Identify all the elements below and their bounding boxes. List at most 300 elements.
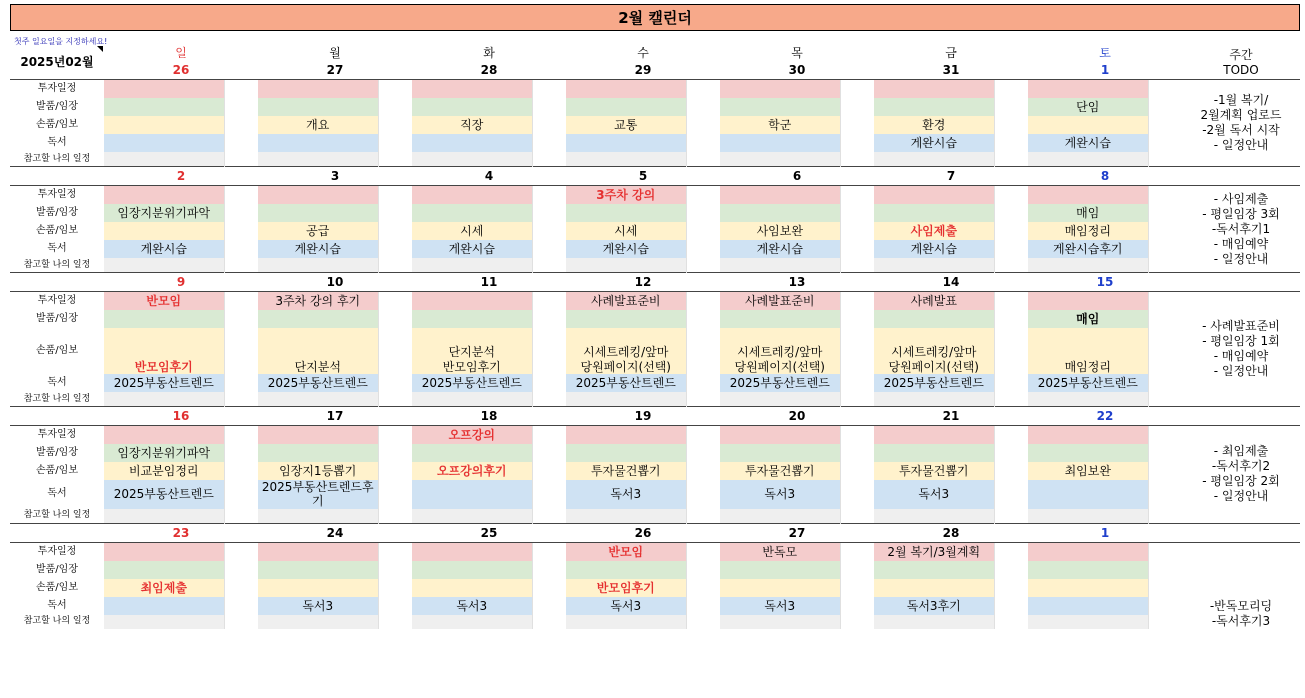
side-cell[interactable] [532, 426, 566, 445]
side-cell[interactable] [840, 561, 874, 579]
side-cell[interactable] [994, 204, 1028, 222]
schedule-cell[interactable] [412, 579, 532, 597]
side-cell[interactable] [686, 258, 720, 273]
side-cell[interactable] [532, 597, 566, 615]
side-cell[interactable] [994, 542, 1028, 561]
schedule-cell[interactable] [412, 204, 532, 222]
schedule-cell[interactable] [720, 509, 840, 524]
side-cell[interactable] [378, 561, 412, 579]
date-number[interactable]: 21 [874, 407, 1028, 426]
side-cell[interactable] [532, 392, 566, 407]
schedule-cell[interactable] [1028, 444, 1148, 462]
schedule-cell[interactable]: 매임정리 [1028, 328, 1148, 374]
schedule-cell[interactable] [258, 152, 378, 167]
side-cell[interactable] [378, 392, 412, 407]
side-cell[interactable] [994, 509, 1028, 524]
side-cell[interactable] [532, 561, 566, 579]
side-cell[interactable] [994, 615, 1028, 629]
side-cell[interactable] [378, 116, 412, 134]
schedule-cell[interactable]: 게완시습후기 [1028, 240, 1148, 258]
schedule-cell[interactable] [412, 561, 532, 579]
side-cell[interactable] [378, 258, 412, 273]
side-cell[interactable] [378, 292, 412, 311]
schedule-cell[interactable]: 시세트레킹/앞마 당원페이지(선택) [720, 328, 840, 374]
side-cell[interactable] [686, 328, 720, 374]
schedule-cell[interactable]: 2025부동산트렌드 [258, 374, 378, 392]
schedule-cell[interactable] [104, 542, 224, 561]
side-cell[interactable] [840, 310, 874, 328]
schedule-cell[interactable] [1028, 392, 1148, 407]
schedule-cell[interactable] [412, 615, 532, 629]
side-cell[interactable] [532, 444, 566, 462]
side-cell[interactable] [840, 374, 874, 392]
side-cell[interactable] [994, 392, 1028, 407]
side-cell[interactable] [224, 152, 258, 167]
schedule-cell[interactable]: 매임 [1028, 204, 1148, 222]
weekly-todo[interactable] [1182, 542, 1300, 629]
schedule-cell[interactable]: 게완시습 [1028, 134, 1148, 152]
schedule-cell[interactable] [412, 509, 532, 524]
schedule-cell[interactable]: 독서3 [720, 597, 840, 615]
year-month-cell[interactable]: 2025년02월 [20, 55, 94, 70]
schedule-cell[interactable]: 2월 복기/3월계획 [874, 542, 994, 561]
date-number[interactable]: 11 [412, 273, 566, 292]
side-cell[interactable] [224, 462, 258, 480]
side-cell[interactable] [686, 292, 720, 311]
schedule-cell[interactable] [720, 80, 840, 99]
schedule-cell[interactable]: 독서3 [412, 597, 532, 615]
schedule-cell[interactable] [104, 222, 224, 240]
schedule-cell[interactable]: 임장지1등뽑기 [258, 462, 378, 480]
schedule-cell[interactable]: 독서3후기 [874, 597, 994, 615]
side-cell[interactable] [532, 258, 566, 273]
date-number[interactable]: 14 [874, 273, 1028, 292]
schedule-cell[interactable] [258, 186, 378, 205]
schedule-cell[interactable] [720, 615, 840, 629]
side-cell[interactable] [686, 310, 720, 328]
schedule-cell[interactable]: 게완시습 [412, 240, 532, 258]
schedule-cell[interactable] [566, 310, 686, 328]
side-cell[interactable] [994, 480, 1028, 509]
schedule-cell[interactable] [566, 152, 686, 167]
side-cell[interactable] [840, 579, 874, 597]
schedule-cell[interactable] [720, 310, 840, 328]
side-cell[interactable] [840, 542, 874, 561]
side-cell[interactable] [1148, 222, 1182, 240]
schedule-cell[interactable]: 사례발표준비 [566, 292, 686, 311]
side-cell[interactable] [532, 204, 566, 222]
side-cell[interactable] [378, 426, 412, 445]
schedule-cell[interactable]: 게완시습 [720, 240, 840, 258]
schedule-cell[interactable] [566, 204, 686, 222]
side-cell[interactable] [840, 98, 874, 116]
schedule-cell[interactable] [1028, 597, 1148, 615]
side-cell[interactable] [686, 134, 720, 152]
side-cell[interactable] [686, 116, 720, 134]
date-number[interactable]: 5 [566, 167, 720, 186]
schedule-cell[interactable]: 게완시습 [874, 240, 994, 258]
side-cell[interactable] [840, 462, 874, 480]
schedule-cell[interactable] [874, 615, 994, 629]
side-cell[interactable] [686, 444, 720, 462]
side-cell[interactable] [224, 328, 258, 374]
side-cell[interactable] [840, 240, 874, 258]
side-cell[interactable] [686, 597, 720, 615]
side-cell[interactable] [686, 222, 720, 240]
date-number[interactable]: 22 [1028, 407, 1182, 426]
side-cell[interactable] [1148, 597, 1182, 615]
schedule-cell[interactable] [566, 392, 686, 407]
side-cell[interactable] [224, 98, 258, 116]
side-cell[interactable] [994, 561, 1028, 579]
schedule-cell[interactable] [258, 258, 378, 273]
side-cell[interactable] [378, 310, 412, 328]
schedule-cell[interactable] [566, 561, 686, 579]
schedule-cell[interactable]: 직장 [412, 116, 532, 134]
schedule-cell[interactable] [1028, 152, 1148, 167]
weekly-todo[interactable] [1182, 292, 1300, 407]
schedule-cell[interactable] [1028, 509, 1148, 524]
date-number[interactable]: 30 [788, 62, 806, 77]
schedule-cell[interactable]: 시세 [566, 222, 686, 240]
schedule-cell[interactable] [104, 310, 224, 328]
date-number[interactable]: 12 [566, 273, 720, 292]
side-cell[interactable] [686, 509, 720, 524]
side-cell[interactable] [378, 240, 412, 258]
side-cell[interactable] [686, 579, 720, 597]
side-cell[interactable] [1148, 328, 1182, 374]
schedule-cell[interactable] [1028, 116, 1148, 134]
side-cell[interactable] [224, 426, 258, 445]
side-cell[interactable] [378, 328, 412, 374]
side-cell[interactable] [1148, 509, 1182, 524]
date-number[interactable]: 15 [1028, 273, 1182, 292]
schedule-cell[interactable]: 게완시습 [566, 240, 686, 258]
schedule-cell[interactable] [104, 597, 224, 615]
schedule-cell[interactable] [412, 444, 532, 462]
side-cell[interactable] [378, 480, 412, 509]
side-cell[interactable] [224, 116, 258, 134]
side-cell[interactable] [224, 134, 258, 152]
schedule-cell[interactable] [1028, 80, 1148, 99]
date-number[interactable]: 10 [258, 273, 412, 292]
side-cell[interactable] [1148, 444, 1182, 462]
side-cell[interactable] [532, 542, 566, 561]
schedule-cell[interactable] [1028, 258, 1148, 273]
side-cell[interactable] [224, 444, 258, 462]
weekly-todo[interactable] [1182, 426, 1300, 524]
side-cell[interactable] [378, 597, 412, 615]
side-cell[interactable] [1148, 615, 1182, 629]
schedule-cell[interactable] [412, 258, 532, 273]
date-number[interactable]: 13 [720, 273, 874, 292]
side-cell[interactable] [686, 392, 720, 407]
schedule-cell[interactable]: 비교분임정리 [104, 462, 224, 480]
date-number[interactable]: 28 [480, 62, 498, 77]
schedule-cell[interactable] [258, 98, 378, 116]
side-cell[interactable] [224, 480, 258, 509]
side-cell[interactable] [532, 134, 566, 152]
side-cell[interactable] [224, 615, 258, 629]
schedule-cell[interactable] [566, 258, 686, 273]
side-cell[interactable] [840, 480, 874, 509]
date-number[interactable]: 9 [104, 273, 258, 292]
schedule-cell[interactable] [258, 80, 378, 99]
schedule-cell[interactable]: 2025부동산트렌드 [1028, 374, 1148, 392]
side-cell[interactable] [378, 80, 412, 99]
schedule-cell[interactable]: 2025부동산트렌드 [566, 374, 686, 392]
schedule-cell[interactable] [720, 152, 840, 167]
side-cell[interactable] [994, 240, 1028, 258]
schedule-cell[interactable] [412, 152, 532, 167]
schedule-cell[interactable] [720, 98, 840, 116]
date-number[interactable]: 19 [566, 407, 720, 426]
schedule-cell[interactable] [104, 509, 224, 524]
date-number[interactable]: 31 [942, 62, 960, 77]
schedule-cell[interactable]: 임장지분위기파악 [104, 204, 224, 222]
date-number[interactable]: 7 [874, 167, 1028, 186]
schedule-cell[interactable]: 투자물건뽑기 [720, 462, 840, 480]
side-cell[interactable] [532, 98, 566, 116]
side-cell[interactable] [686, 374, 720, 392]
schedule-cell[interactable] [566, 426, 686, 445]
side-cell[interactable] [994, 186, 1028, 205]
side-cell[interactable] [840, 292, 874, 311]
side-cell[interactable] [1148, 80, 1182, 99]
side-cell[interactable] [994, 258, 1028, 273]
side-cell[interactable] [532, 462, 566, 480]
schedule-cell[interactable]: 단지분석 반모임후기 [412, 328, 532, 374]
schedule-cell[interactable] [258, 561, 378, 579]
schedule-cell[interactable] [720, 204, 840, 222]
schedule-cell[interactable]: 투자물건뽑기 [566, 462, 686, 480]
schedule-cell[interactable]: 매임정리 [1028, 222, 1148, 240]
schedule-cell[interactable]: 오프강의후기 [412, 462, 532, 480]
side-cell[interactable] [378, 98, 412, 116]
side-cell[interactable] [994, 597, 1028, 615]
side-cell[interactable] [686, 542, 720, 561]
schedule-cell[interactable]: 개요 [258, 116, 378, 134]
schedule-cell[interactable]: 반모임후기 [104, 328, 224, 374]
side-cell[interactable] [994, 152, 1028, 167]
side-cell[interactable] [840, 392, 874, 407]
schedule-cell[interactable] [104, 615, 224, 629]
date-number[interactable]: 8 [1028, 167, 1182, 186]
side-cell[interactable] [686, 615, 720, 629]
side-cell[interactable] [532, 480, 566, 509]
schedule-cell[interactable] [720, 444, 840, 462]
side-cell[interactable] [1148, 462, 1182, 480]
schedule-cell[interactable]: 단임 [1028, 98, 1148, 116]
schedule-cell[interactable] [874, 152, 994, 167]
schedule-cell[interactable] [874, 426, 994, 445]
side-cell[interactable] [224, 292, 258, 311]
date-number[interactable]: 4 [412, 167, 566, 186]
side-cell[interactable] [532, 292, 566, 311]
side-cell[interactable] [1148, 310, 1182, 328]
side-cell[interactable] [224, 561, 258, 579]
date-number[interactable]: 20 [720, 407, 874, 426]
side-cell[interactable] [840, 426, 874, 445]
side-cell[interactable] [840, 509, 874, 524]
date-number[interactable]: 23 [104, 523, 258, 542]
side-cell[interactable] [378, 374, 412, 392]
date-number[interactable]: 26 [172, 62, 190, 77]
schedule-cell[interactable] [104, 80, 224, 99]
side-cell[interactable] [378, 152, 412, 167]
side-cell[interactable] [224, 204, 258, 222]
side-cell[interactable] [224, 310, 258, 328]
schedule-cell[interactable] [104, 134, 224, 152]
side-cell[interactable] [378, 186, 412, 205]
side-cell[interactable] [994, 462, 1028, 480]
schedule-cell[interactable] [874, 258, 994, 273]
schedule-cell[interactable]: 시세 [412, 222, 532, 240]
schedule-cell[interactable] [1028, 579, 1148, 597]
side-cell[interactable] [686, 152, 720, 167]
schedule-cell[interactable]: 시세트레킹/앞마 당원페이지(선택) [874, 328, 994, 374]
date-number[interactable]: 16 [104, 407, 258, 426]
schedule-cell[interactable] [874, 186, 994, 205]
side-cell[interactable] [1148, 98, 1182, 116]
side-cell[interactable] [686, 426, 720, 445]
schedule-cell[interactable]: 투자물건뽑기 [874, 462, 994, 480]
schedule-cell[interactable] [720, 258, 840, 273]
schedule-cell[interactable] [1028, 186, 1148, 205]
schedule-cell[interactable]: 게완시습 [874, 134, 994, 152]
date-number[interactable]: 18 [412, 407, 566, 426]
side-cell[interactable] [224, 240, 258, 258]
side-cell[interactable] [994, 310, 1028, 328]
side-cell[interactable] [994, 328, 1028, 374]
side-cell[interactable] [378, 542, 412, 561]
side-cell[interactable] [994, 80, 1028, 99]
date-number[interactable]: 6 [720, 167, 874, 186]
schedule-cell[interactable]: 반모임 [566, 542, 686, 561]
schedule-cell[interactable] [258, 509, 378, 524]
side-cell[interactable] [532, 222, 566, 240]
side-cell[interactable] [224, 222, 258, 240]
schedule-cell[interactable] [258, 204, 378, 222]
side-cell[interactable] [1148, 186, 1182, 205]
schedule-cell[interactable]: 반독모 [720, 542, 840, 561]
side-cell[interactable] [994, 98, 1028, 116]
schedule-cell[interactable]: 사임제출 [874, 222, 994, 240]
schedule-cell[interactable]: 임장지분위기파악 [104, 444, 224, 462]
schedule-cell[interactable] [258, 134, 378, 152]
schedule-cell[interactable]: 시세트레킹/앞마 당원페이지(선택) [566, 328, 686, 374]
side-cell[interactable] [378, 462, 412, 480]
schedule-cell[interactable] [412, 392, 532, 407]
side-cell[interactable] [686, 204, 720, 222]
schedule-cell[interactable]: 3주차 강의 [566, 186, 686, 205]
schedule-cell[interactable]: 반모임후기 [566, 579, 686, 597]
schedule-cell[interactable] [874, 444, 994, 462]
schedule-cell[interactable] [412, 134, 532, 152]
side-cell[interactable] [840, 134, 874, 152]
side-cell[interactable] [378, 444, 412, 462]
schedule-cell[interactable]: 사례발표 [874, 292, 994, 311]
side-cell[interactable] [532, 80, 566, 99]
schedule-cell[interactable] [104, 426, 224, 445]
side-cell[interactable] [1148, 392, 1182, 407]
schedule-cell[interactable] [104, 98, 224, 116]
side-cell[interactable] [532, 509, 566, 524]
side-cell[interactable] [840, 615, 874, 629]
schedule-cell[interactable]: 2025부동산트렌드 [104, 480, 224, 509]
schedule-cell[interactable] [258, 542, 378, 561]
side-cell[interactable] [224, 542, 258, 561]
side-cell[interactable] [378, 134, 412, 152]
side-cell[interactable] [840, 152, 874, 167]
side-cell[interactable] [224, 509, 258, 524]
schedule-cell[interactable]: 최임보완 [1028, 462, 1148, 480]
schedule-cell[interactable] [104, 116, 224, 134]
schedule-cell[interactable] [412, 292, 532, 311]
side-cell[interactable] [532, 240, 566, 258]
schedule-cell[interactable] [1028, 426, 1148, 445]
schedule-cell[interactable]: 2025부동산트렌드 [104, 374, 224, 392]
schedule-cell[interactable]: 반모임 [104, 292, 224, 311]
schedule-cell[interactable] [104, 392, 224, 407]
weekly-todo[interactable] [1182, 80, 1300, 167]
schedule-cell[interactable] [1028, 292, 1148, 311]
schedule-cell[interactable] [566, 615, 686, 629]
side-cell[interactable] [1148, 292, 1182, 311]
schedule-cell[interactable] [874, 579, 994, 597]
schedule-cell[interactable] [258, 444, 378, 462]
side-cell[interactable] [532, 310, 566, 328]
side-cell[interactable] [224, 374, 258, 392]
side-cell[interactable] [1148, 204, 1182, 222]
side-cell[interactable] [532, 579, 566, 597]
side-cell[interactable] [1148, 374, 1182, 392]
schedule-cell[interactable] [1028, 480, 1148, 509]
schedule-cell[interactable] [566, 98, 686, 116]
schedule-cell[interactable]: 공급 [258, 222, 378, 240]
schedule-cell[interactable] [874, 310, 994, 328]
schedule-cell[interactable]: 환경 [874, 116, 994, 134]
side-cell[interactable] [224, 392, 258, 407]
side-cell[interactable] [224, 186, 258, 205]
side-cell[interactable] [532, 152, 566, 167]
schedule-cell[interactable]: 3주차 강의 후기 [258, 292, 378, 311]
schedule-cell[interactable] [412, 310, 532, 328]
schedule-cell[interactable]: 단지분석 [258, 328, 378, 374]
schedule-cell[interactable]: 오프강의 [412, 426, 532, 445]
schedule-cell[interactable] [874, 509, 994, 524]
schedule-cell[interactable] [412, 542, 532, 561]
side-cell[interactable] [1148, 258, 1182, 273]
schedule-cell[interactable] [1028, 542, 1148, 561]
schedule-cell[interactable] [258, 426, 378, 445]
schedule-cell[interactable]: 사임보완 [720, 222, 840, 240]
schedule-cell[interactable] [720, 392, 840, 407]
side-cell[interactable] [224, 597, 258, 615]
side-cell[interactable] [994, 579, 1028, 597]
date-number[interactable]: 26 [566, 523, 720, 542]
side-cell[interactable] [224, 80, 258, 99]
schedule-cell[interactable] [412, 186, 532, 205]
schedule-cell[interactable] [258, 392, 378, 407]
side-cell[interactable] [994, 134, 1028, 152]
side-cell[interactable] [686, 462, 720, 480]
schedule-cell[interactable]: 2025부동산트렌드 [412, 374, 532, 392]
schedule-cell[interactable] [874, 98, 994, 116]
schedule-cell[interactable] [720, 426, 840, 445]
side-cell[interactable] [840, 444, 874, 462]
date-number[interactable]: 3 [258, 167, 412, 186]
